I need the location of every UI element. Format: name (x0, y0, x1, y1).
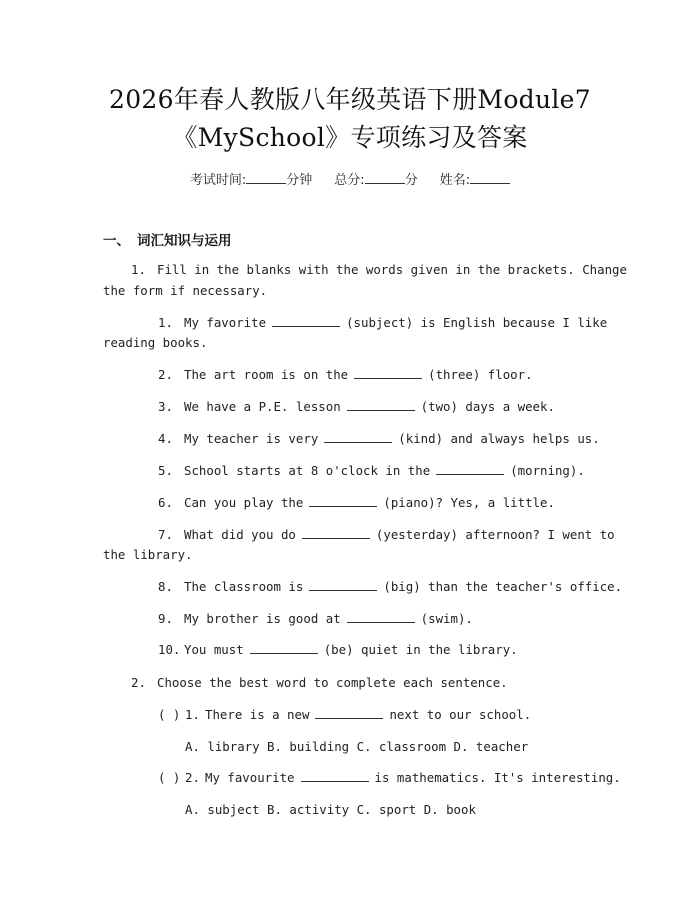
list-item (158, 527, 615, 542)
answer-blank (324, 431, 392, 443)
list-item (158, 367, 533, 382)
answer-parentheses: ( ) (158, 770, 181, 785)
item-number: 2. (158, 367, 173, 382)
item-text-before: We have a P.E. lesson (184, 399, 341, 414)
item-number: 6. (158, 495, 173, 510)
question-text-after: is mathematics. It's interesting. (374, 770, 621, 785)
name-label: 姓名: (439, 173, 471, 188)
part2-instruction-text: Choose the best word to complete each sentence. (157, 675, 508, 690)
item-number: 10. (158, 642, 181, 657)
part2-number: 2. (131, 675, 146, 690)
answer-blank (301, 770, 369, 782)
score-blank (365, 171, 405, 184)
item-text-before: Can you play the (184, 495, 304, 510)
time-unit: 分钟 (286, 173, 313, 188)
answer-parentheses: ( ) (158, 707, 181, 722)
item-text-after: (subject) is English because I like (346, 315, 608, 330)
item-number: 5. (158, 463, 173, 478)
question-text-before: My favourite (205, 770, 295, 785)
part1-instruction-cont: the form if necessary. (103, 283, 268, 298)
section-number: 一、 (103, 233, 130, 249)
item-text-after: (be) quiet in the library. (323, 642, 518, 657)
item-number: 9. (158, 611, 173, 626)
answer-blank (309, 579, 377, 591)
question-number: 1. (185, 707, 200, 722)
item-text-after: (swim). (420, 611, 473, 626)
page-title-line-2: 《MySchool》专项练习及答案 (172, 123, 528, 152)
item-text-before: My brother is good at (184, 611, 341, 626)
answer-blank (309, 495, 377, 507)
answer-blank (347, 611, 415, 623)
item-number: 1. (158, 315, 173, 330)
item-number: 7. (158, 527, 173, 542)
item-text-after: (kind) and always helps us. (398, 431, 600, 446)
item-text-before: School starts at 8 o'clock in the (184, 463, 431, 478)
item-text-before: The classroom is (184, 579, 304, 594)
name-blank (470, 171, 510, 184)
list-item (158, 707, 531, 722)
exam-info (0, 169, 700, 188)
list-item (158, 431, 600, 446)
list-item (158, 770, 621, 785)
item-text-cont: the library. (103, 547, 193, 562)
item-text-before: What did you do (184, 527, 296, 542)
item-text-after: (two) days a week. (420, 399, 555, 414)
answer-blank (250, 642, 318, 654)
item-text-cont: reading books. (103, 335, 208, 350)
item-text-after: (big) than the teacher's office. (383, 579, 623, 594)
time-blank (246, 171, 286, 184)
answer-blank (272, 315, 340, 327)
item-text-before: My favorite (184, 315, 267, 330)
part1-number: 1. (131, 262, 146, 277)
score-label: 总分: (334, 173, 365, 188)
answer-blank (354, 367, 422, 379)
part1-instruction (131, 262, 627, 277)
question-text-after: next to our school. (389, 707, 532, 722)
answer-blank (436, 463, 504, 475)
item-text-after: (piano)? Yes, a little. (383, 495, 555, 510)
question-number: 2. (185, 770, 200, 785)
section-title: 词汇知识与运用 (137, 233, 232, 249)
item-text-before: The art room is on the (184, 367, 349, 382)
list-item (158, 315, 607, 330)
question-options: A. subject B. activity C. sport D. book (185, 802, 476, 817)
item-text-after: (three) floor. (428, 367, 533, 382)
list-item (158, 579, 622, 594)
list-item (158, 399, 555, 414)
item-text-after: (morning). (510, 463, 585, 478)
list-item (158, 611, 473, 626)
item-number: 8. (158, 579, 173, 594)
item-number: 4. (158, 431, 173, 446)
part1-instruction-text: Fill in the blanks with the words given in the brackets. Change (157, 262, 627, 277)
item-text-after: (yesterday) afternoon? I went to (375, 527, 615, 542)
part2-instruction (131, 675, 508, 690)
list-item (158, 463, 585, 478)
answer-blank (302, 527, 370, 539)
answer-blank (347, 399, 415, 411)
section-heading (103, 229, 232, 249)
item-number: 3. (158, 399, 173, 414)
question-options: A. library B. building C. classroom D. teacher (185, 739, 529, 754)
page-title-line-1: 2026年春人教版八年级英语下册Module7 (109, 85, 591, 114)
answer-blank (315, 707, 383, 719)
list-item (158, 495, 555, 510)
score-unit: 分 (404, 173, 418, 188)
item-text-before: My teacher is very (184, 431, 319, 446)
time-label: 考试时间: (189, 173, 247, 188)
item-text-before: You must (184, 642, 244, 657)
list-item (158, 642, 518, 657)
question-text-before: There is a new (205, 707, 310, 722)
